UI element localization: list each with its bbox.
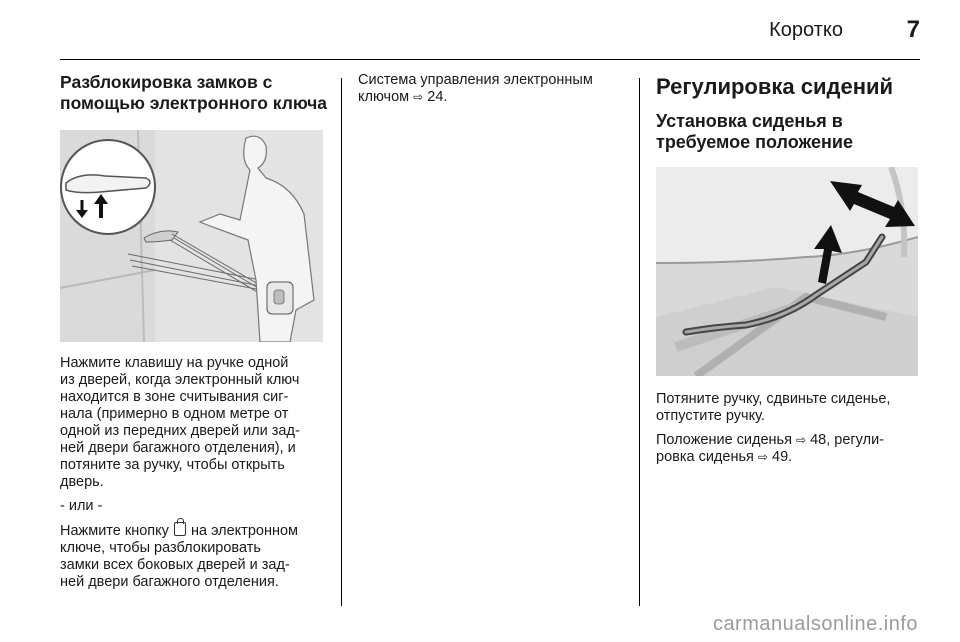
text-line: Положение сиденья (656, 432, 792, 448)
column-3 (656, 74, 922, 466)
text-line: замки всех боковых дверей и зад- (60, 557, 290, 573)
subsection-heading (656, 111, 922, 153)
page-reference-arrow-icon: ⇨ (757, 450, 768, 464)
seat-adjustment-illustration (656, 167, 918, 376)
page-reference-arrow-icon: ⇨ (795, 433, 807, 447)
text-line: Нажмите клавишу на ручке одной (60, 355, 289, 371)
instruction-paragraph (60, 522, 332, 591)
caption-paragraph (656, 391, 922, 425)
header-title: Коротко (769, 19, 843, 41)
text-line: отпустите ручку. (656, 408, 765, 424)
text-line: ровка сиденья (656, 449, 754, 465)
section-heading (60, 72, 332, 114)
text-line: ключе, чтобы разблокировать (60, 540, 261, 556)
text-line: одной из передних дверей или зад- (60, 423, 300, 439)
watermark: carmanualsonline.info (712, 613, 918, 635)
text-line: ней двери багажного отделения. (60, 574, 279, 590)
page-reference-arrow-icon: ⇨ (413, 90, 424, 104)
instructions (656, 391, 922, 466)
cross-reference (656, 432, 922, 466)
section-heading-line: помощью электронного ключа (60, 93, 328, 113)
column-1 (60, 72, 332, 591)
text-line: ключом (358, 89, 410, 105)
page-reference[interactable]: 49. (772, 449, 793, 465)
column-divider-1 (341, 78, 342, 606)
chapter-heading: Регулировка сидений (656, 74, 894, 99)
subsection-heading-line: Установка сиденья в (656, 111, 843, 131)
text-line: ней двери багажного отделения), и (60, 440, 296, 456)
text-line: Потяните ручку, сдвиньте сиденье, (656, 391, 891, 407)
page-number: 7 (906, 16, 920, 43)
text-line: находится в зоне считывания сиг- (60, 389, 289, 405)
instruction-paragraph (60, 355, 332, 491)
text-line: на электронном (190, 523, 298, 539)
header-rule (60, 59, 920, 60)
column-divider-2 (639, 78, 640, 606)
text-line: из дверей, когда электронный ключ (60, 372, 300, 388)
text-line: потяните за ручку, чтобы открыть (60, 457, 285, 473)
page-reference[interactable]: 48, регули- (810, 432, 885, 448)
column-2 (358, 72, 626, 106)
subsection-heading-line: требуемое положение (656, 132, 853, 152)
text-line: дверь. (60, 474, 104, 490)
cross-reference (358, 72, 626, 106)
text-line: нала (примерно в одном метре от (60, 406, 289, 422)
instructions (60, 355, 332, 591)
door-handle-illustration (60, 130, 323, 342)
or-separator: - или - (60, 498, 103, 514)
page-reference[interactable]: 24. (427, 89, 448, 105)
text-line: Система управления электронным (358, 72, 593, 88)
section-heading-line: Разблокировка замков с (60, 72, 273, 92)
text-line: Нажмите кнопку (60, 523, 169, 539)
unlock-icon (174, 522, 186, 536)
